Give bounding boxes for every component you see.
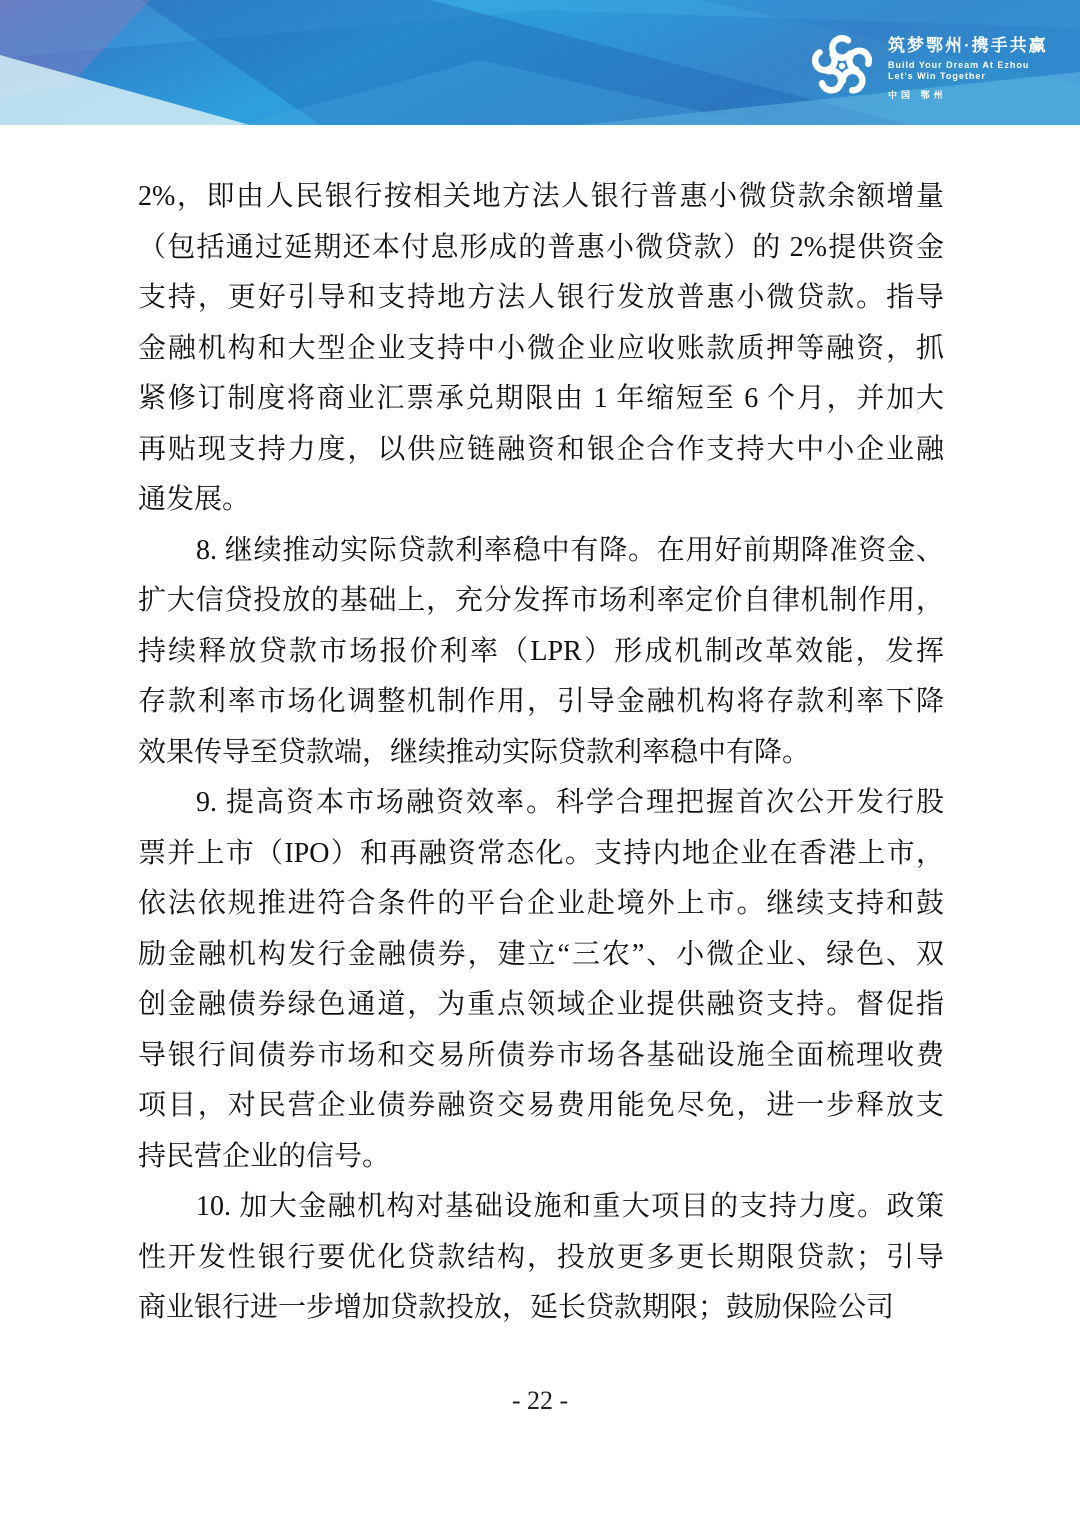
text-line: 票并上市（IPO）和再融资常态化。支持内地企业在香港上市， bbox=[138, 837, 944, 869]
text-line: 持续释放贷款市场报价利率（LPR）形成机制改革效能，发挥 bbox=[138, 635, 944, 667]
text-line: 依法依规推进符合条件的平台企业赴境外上市。继续支持和鼓 bbox=[138, 888, 944, 919]
text-line: 8. 继续推动实际贷款利率稳中有降。在用好前期降准资金、 bbox=[196, 534, 944, 566]
logo-text-block bbox=[888, 31, 1048, 101]
text-line: 扩大信贷投放的基础上，充分发挥市场利率定价自律机制作用， bbox=[138, 585, 944, 616]
page-number: - 22 - bbox=[511, 1386, 569, 1415]
logo-region: 中国 鄂州 bbox=[888, 90, 947, 100]
text-line: 励金融机构发行金融债券，建立“三农”、小微企业、绿色、双 bbox=[138, 938, 944, 970]
text-line: 商业银行进一步增加贷款投放，延长贷款期限；鼓励保险公司 bbox=[138, 1292, 895, 1323]
logo-subtitle-en-1: Build Your Dream At Ezhou bbox=[888, 60, 1030, 70]
text-line: 10. 加大金融机构对基础设施和重大项目的支持力度。政策 bbox=[196, 1191, 944, 1222]
text-line: 支持，更好引导和支持地方法人银行发放普惠小微贷款。指导 bbox=[138, 282, 944, 313]
paragraph bbox=[138, 1182, 944, 1334]
document-body bbox=[138, 172, 944, 1334]
logo-title: 筑梦鄂州·携手共赢 bbox=[888, 36, 1048, 55]
text-line: 导银行间债券市场和交易所债券市场各基础设施全面梳理收费 bbox=[138, 1039, 944, 1071]
text-line: 持民营企业的信号。 bbox=[138, 1140, 391, 1172]
text-line: 紧修订制度将商业汇票承兑期限由 1 年缩短至 6 个月，并加大 bbox=[138, 383, 944, 414]
text-line: 金融机构和大型企业支持中小微企业应收账款质押等融资，抓 bbox=[138, 332, 944, 364]
paragraph bbox=[138, 172, 944, 526]
text-line: （包括通过延期还本付息形成的普惠小微贷款）的 2%提供资金 bbox=[138, 231, 944, 263]
text-line: 2%，即由人民银行按相关地方法人银行普惠小微贷款余额增量 bbox=[138, 181, 944, 212]
text-line: 项目，对民营企业债券融资交易费用能免尽免，进一步释放支 bbox=[138, 1090, 944, 1121]
paragraph bbox=[138, 778, 944, 1182]
text-line: 再贴现支持力度，以供应链融资和银企合作支持大中小企业融 bbox=[138, 433, 944, 465]
ezhou-logo bbox=[806, 28, 1048, 104]
text-line: 9. 提高资本市场融资效率。科学合理把握首次公开发行股 bbox=[196, 787, 944, 818]
paragraph bbox=[138, 526, 944, 779]
text-line: 通发展。 bbox=[138, 484, 251, 515]
text-line: 效果传导至贷款端，继续推动实际贷款利率稳中有降。 bbox=[138, 736, 811, 768]
text-line: 创金融债券绿色通道，为重点领域企业提供融资支持。督促指 bbox=[138, 989, 944, 1020]
logo-subtitle-en-2: Let's Win Together bbox=[888, 71, 986, 81]
header-banner bbox=[0, 0, 1080, 125]
plum-blossom-icon bbox=[806, 28, 878, 104]
text-line: 性开发性银行要优化贷款结构，投放更多更长期限贷款；引导 bbox=[138, 1241, 944, 1273]
text-line: 存款利率市场化调整机制作用，引导金融机构将存款利率下降 bbox=[138, 686, 944, 717]
